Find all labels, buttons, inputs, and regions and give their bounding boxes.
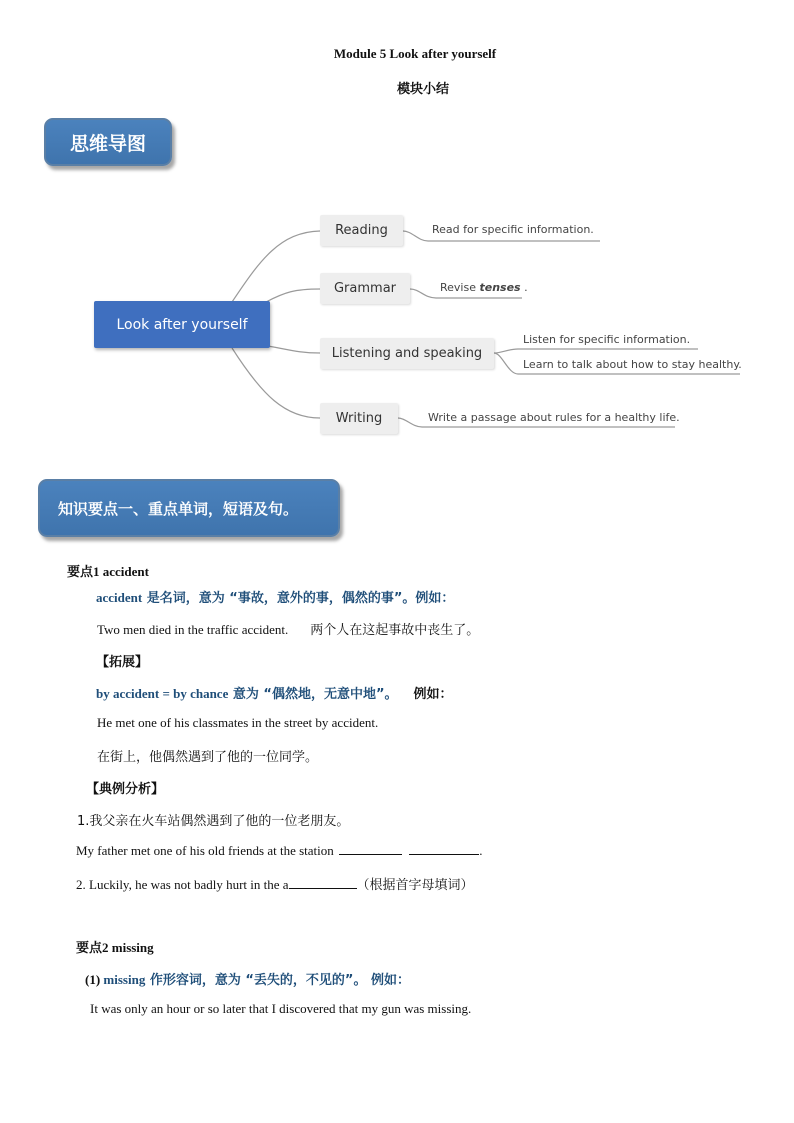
mindmap-node-label: Grammar [333,281,397,296]
point1-example [97,619,479,638]
leaf-emphasis: tenses [479,281,521,294]
knowledge-banner [38,479,340,537]
question-text: 2. Luckily, he was not badly hurt in the a [76,877,289,892]
mindmap-node-label: Reading [335,223,388,238]
answer-blank-1[interactable] [339,842,402,855]
phrase-text: 意为 “偶然地，无意中地”。 [228,687,398,702]
page-subtitle: 模块小结 [397,82,450,97]
mindmap-root-label: Look after yourself [116,316,248,333]
mindmap-leaf-listening-1: Listen for specific information. [523,333,691,346]
extend-label: 【拓展】 [96,655,149,670]
point1-phrase [96,683,453,702]
mindmap-node-label: Writing [335,411,383,426]
answer-blank-2[interactable] [409,842,479,855]
mindmap-node-label: Listening and speaking [331,346,483,361]
mindmap-node-reading [320,215,403,246]
point1-definition [96,587,454,606]
question-text: My father met one of his old friends at the station [76,843,334,858]
mindmap-banner-label: 思维导图 [70,132,147,155]
example-cn: 两个人在这起事故中丧生了。 [310,623,480,638]
mindmap-root [94,301,270,348]
page-title: Module 5 Look after yourself [333,46,497,61]
mindmap-node-writing [320,403,398,434]
keyword: accident [96,590,143,605]
leaf-text: . [520,281,528,294]
definition-text: 是名词，意为 “事故，意外的事，偶然的事”。例如： [142,591,455,606]
definition-text: 作形容词，意为 “丢失的，不见的”。 例如： [145,973,410,988]
mindmap-leaf-listening-2: Learn to talk about how to stay healthy. [523,358,742,371]
question2 [76,874,474,893]
point1-heading: 要点1 accident [67,564,149,579]
mindmap-leaf-reading: Read for specific information. [432,223,594,236]
point2-example: It was only an hour or so later that I discovered that my gun was missing. [90,1001,472,1016]
mindmap-node-grammar [320,273,410,304]
answer-blank-3[interactable] [289,876,357,889]
example-en: Two men died in the traffic accident. [97,622,289,637]
point2-definition [85,969,410,988]
leaf-text: Revise [440,281,480,294]
mindmap-node-listening [320,338,494,369]
knowledge-banner-label: 知识要点一、重点单词，短语及句。 [58,499,299,518]
question1-en: My father met one of his old friends at the station . [76,843,483,858]
mindmap-leaf-writing: Write a passage about rules for a healthy life. [428,411,680,424]
question1-cn: 1.我父亲在火车站偶然遇到了他的一位老朋友。 [77,814,350,829]
point2-heading: 要点2 missing [76,940,154,955]
point1-example2-en: He met one of his classmates in the street by accident. [97,715,379,730]
mindmap-leaf-grammar [440,281,528,294]
analysis-label: 【典例分析】 [86,782,165,797]
item-number: (1) [85,972,104,987]
point1-example2-cn: 在街上，他偶然遇到了他的一位同学。 [97,750,319,765]
phrase-eg: 例如： [413,687,453,702]
keyword: missing [103,972,146,987]
phrase: by accident = by chance [96,686,229,701]
question-hint: （根据首字母填词） [356,878,474,893]
